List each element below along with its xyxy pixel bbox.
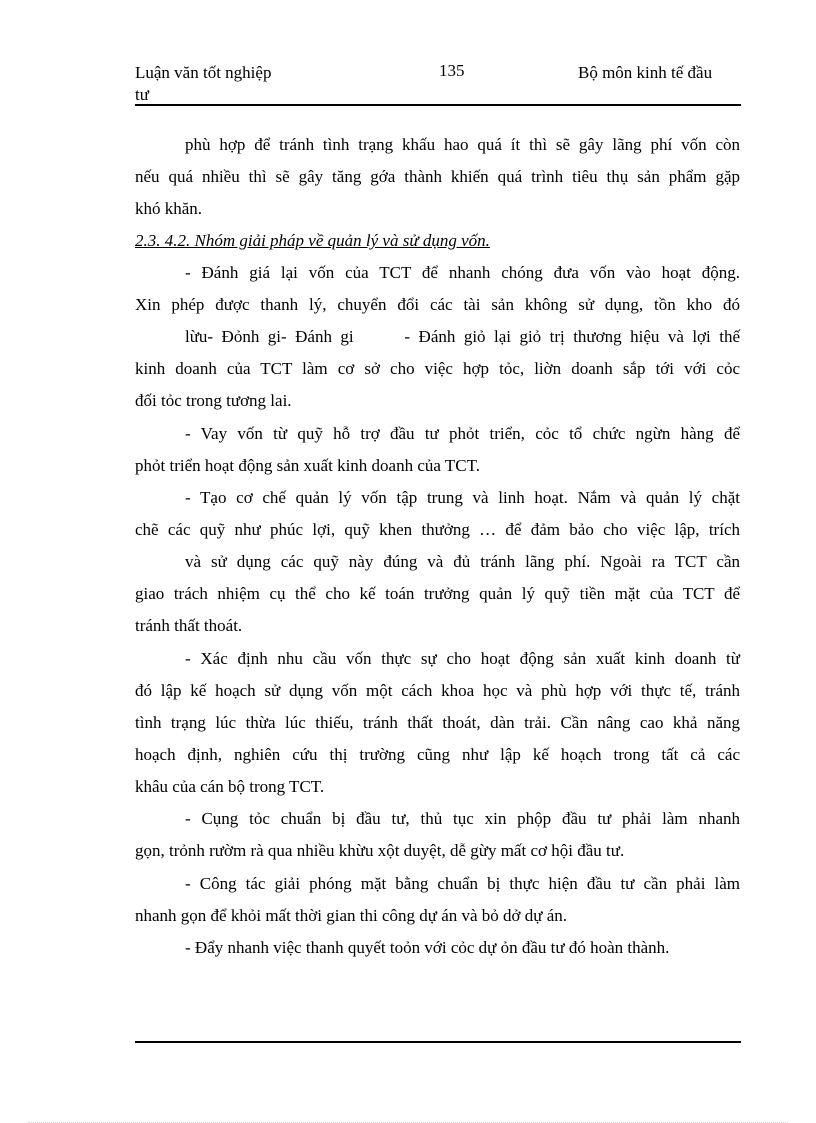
text-line-11: phỏt triển hoạt động sản xuất kinh doanh của TCT.: [135, 456, 480, 475]
text-line-7: lừu- Đỏnh gi- Đánh gi - Đánh giỏ lại giỏ trị thương hiệu và lợi thế: [185, 327, 740, 346]
text-line-17: - Xác định nhu cầu vốn thực sự cho hoạt động sản xuất kinh doanh từ: [185, 649, 740, 668]
text-line-14: và sử dụng các quỹ này đúng và đủ tránh lãng phí. Ngoài ra TCT cần: [185, 552, 740, 571]
text-line-13: chẽ các quỹ như phúc lợi, quỹ khen thưởng … để đảm bảo cho việc lập, trích: [135, 520, 740, 539]
text-line-10: - Vay vốn từ quỹ hỗ trợ đầu tư phỏt triển, cỏc tổ chức ngừn hàng để: [185, 424, 740, 443]
text-line-25: nhanh gọn để khỏi mất thời gian thi công dự án và bỏ dở dự án.: [135, 906, 568, 925]
text-line-19: tình trạng lúc thừa lúc thiếu, tránh thất thoát, dàn trải. Cần nâng cao khả năng: [135, 713, 740, 732]
text-line-9: đối tỏc trong tương lai.: [135, 391, 292, 410]
text-line-16: tránh thất thoát.: [135, 616, 243, 635]
text-line-21: khâu của cán bộ trong TCT.: [135, 777, 325, 796]
text-line-22: - Cụng tỏc chuẩn bị đầu tư, thủ tục xin phộp đầu tư phải làm nhanh: [185, 809, 740, 828]
text-line-1: phù hợp để tránh tình trạng khấu hao quá ít thì sẽ gây lãng phí vốn còn: [185, 135, 740, 154]
text-line-8: kinh doanh của TCT làm cơ sở cho việc hợp tỏc, liờn doanh sắp tới với cỏc: [135, 359, 740, 378]
text-line-12: - Tạo cơ chế quản lý vốn tập trung và linh hoạt. Nắm và quản lý chặt: [185, 488, 740, 507]
text-line-2: nếu quá nhiều thì sẽ gây tăng gớa thành khiến quá trình tiêu thụ sản phẩm gặp: [135, 167, 740, 186]
text-line-23: gọn, trỏnh rườm rà qua nhiều khừu xột duyệt, dễ gừy mất cơ hội đầu tư.: [135, 841, 625, 860]
text-line-24: - Công tác giải phóng mặt bằng chuẩn bị thực hiện đầu tư cần phải làm: [185, 874, 740, 893]
header-right: Bộ môn kinh tế đầu: [578, 63, 713, 82]
header-left-line1: Luận văn tốt nghiệp: [135, 63, 272, 82]
header-left-line2: tư: [135, 85, 149, 104]
text-line-15: giao trách nhiệm cụ thể cho kế toán trưởng quản lý quỹ tiền mặt của TCT để: [135, 584, 740, 603]
footer-rule: [135, 1041, 741, 1043]
header-rule: [135, 104, 741, 106]
text-line-18: đó lập kế hoạch sử dụng vốn một cách khoa học và phù hợp với thực tế, tránh: [135, 681, 740, 700]
section-heading: 2.3. 4.2. Nhóm giải pháp về quản lý và sử dụng vốn.: [135, 231, 490, 250]
text-line-26: - Đẩy nhanh việc thanh quyết toỏn với cỏc dự ỏn đầu tư đó hoàn thành.: [185, 938, 670, 957]
text-line-6: Xin phép được thanh lý, chuyển đổi các tài sản không sử dụng, tồn kho đó: [135, 295, 740, 314]
text-line-5: - Đánh giá lại vốn của TCT để nhanh chóng đưa vốn vào hoạt động.: [185, 263, 740, 282]
page-number: 135: [439, 61, 465, 80]
text-line-20: hoạch định, nghiên cứu thị trường cũng như lập kế hoạch trong tất cả các: [135, 745, 740, 764]
text-line-3: khó khăn.: [135, 199, 203, 218]
